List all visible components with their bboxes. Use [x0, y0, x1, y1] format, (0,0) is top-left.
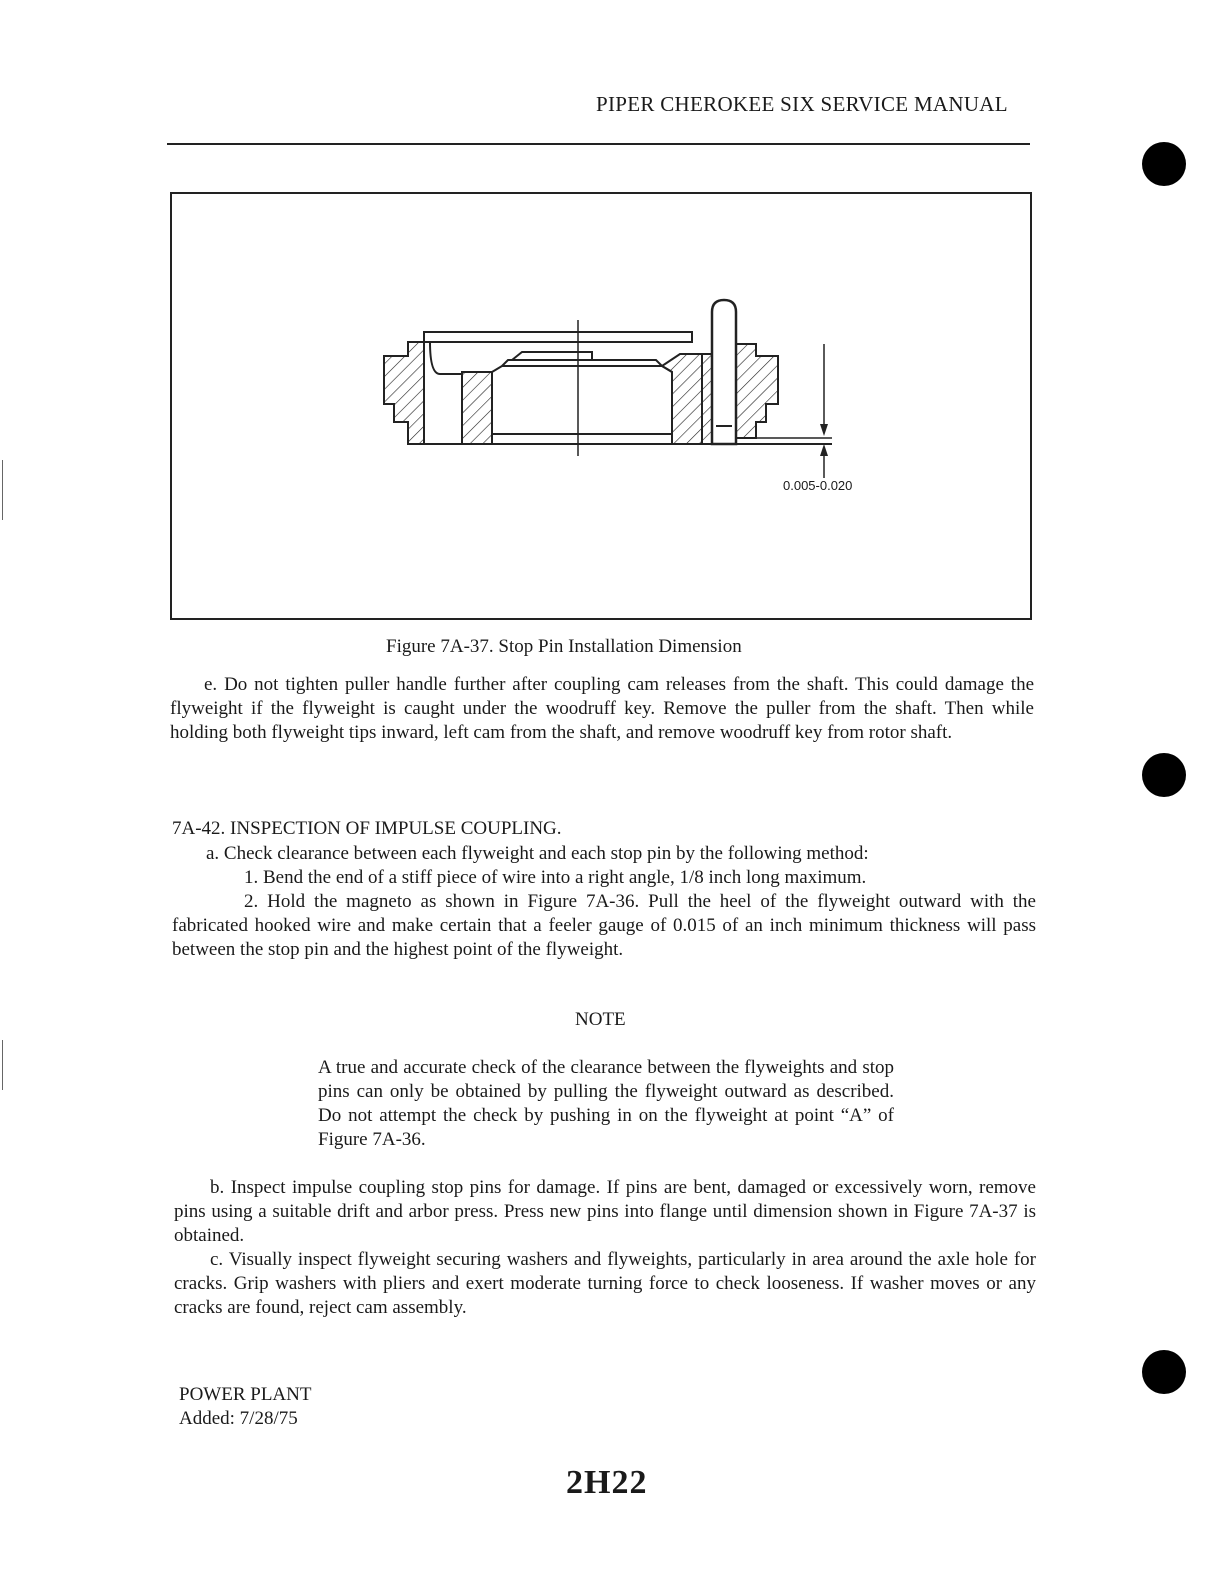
figure-7a-37 [170, 192, 1032, 620]
step-1: 1. Bend the end of a stiff piece of wire into a right angle, 1/8 inch long maximum. [244, 867, 867, 888]
header-rule [167, 143, 1030, 145]
binder-hole-top [1142, 142, 1186, 186]
dimension-label: 0.005-0.020 [783, 478, 853, 493]
note-title: NOTE [575, 1009, 626, 1030]
left-flange-section [384, 342, 424, 444]
bearing-cap [512, 352, 592, 360]
bearing-cavity [492, 366, 672, 434]
flange-outline [424, 332, 692, 342]
binder-hole-bottom [1142, 1350, 1186, 1394]
paragraph-e: e. Do not tighten puller handle further after coupling cam releases from the shaft. This could damage the flyweight if the flyweight is caught under the woodruff key. Remove the puller from the shaft. Then while holding both flyweight tips inward, left cam from the shaft, and remove woodruff key from rotor shaft. [170, 674, 1034, 743]
note-body: A true and accurate check of the clearance between the flyweights and stop pins can only be obtained by pulling the flyweight outward as described. Do not attempt the check by pushing in on the flyweight at point “A” of Figure 7A-36. [318, 1057, 894, 1150]
footer-added-date: Added: 7/28/75 [179, 1408, 298, 1429]
figure-caption: Figure 7A-37. Stop Pin Installation Dimension [386, 636, 742, 657]
paragraph-b: b. Inspect impulse coupling stop pins for damage. If pins are bent, damaged or excessively worn, remove pins using a suitable drift and arbor press. Press new pins into flange until dimension shown in Figure 7A-37 is obtained. [174, 1177, 1036, 1246]
footer-section-name: POWER PLANT [179, 1384, 312, 1405]
section-heading: 7A-42. INSPECTION OF IMPULSE COUPLING. [172, 818, 562, 839]
pin-boss-hatch [702, 354, 712, 444]
paragraph-a: a. Check clearance between each flyweight and each stop pin by the following method: [206, 843, 869, 864]
binder-hole-middle [1142, 753, 1186, 797]
inner-hatch-left [462, 372, 492, 444]
scan-edge-mark [2, 1040, 3, 1090]
scan-edge-mark [2, 460, 3, 520]
manual-title: PIPER CHEROKEE SIX SERVICE MANUAL [596, 92, 1008, 116]
paragraph-c: c. Visually inspect flyweight securing washers and flyweights, particularly in area around the axle hole for cracks. Grip washers with pliers and exert moderate turning force to check looseness. If washer moves or any cracks are found, reject cam assembly. [174, 1249, 1036, 1318]
footer-info [179, 1383, 311, 1431]
step-2: 2. Hold the magneto as shown in Figure 7A-36. Pull the heel of the flyweight outward with the fabricated hooked wire and make certain that a feeler gauge of 0.015 of an inch minimum thickness will pass between the stop pin and the highest point of the flyweight. [172, 891, 1036, 960]
page-code: 2H22 [566, 1464, 648, 1501]
stop-pin-diagram [172, 194, 1030, 618]
flange-inner-curve [430, 342, 462, 444]
right-flange-section [736, 344, 778, 438]
stop-pin [712, 300, 736, 444]
inner-hatch-right [662, 354, 702, 444]
